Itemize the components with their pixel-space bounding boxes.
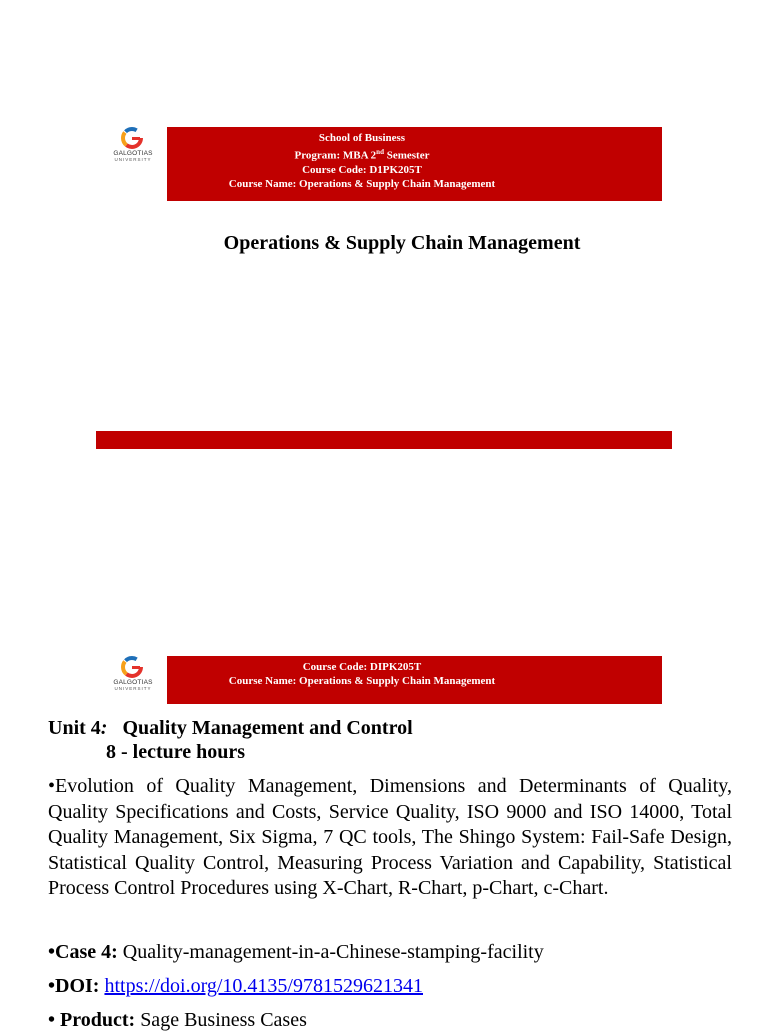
course-banner: [167, 656, 662, 704]
case-value: Quality-management-in-a-Chinese-stamping-facility: [122, 941, 544, 963]
logo-brand-text: GALGOTIAS: [113, 150, 153, 157]
university-logo: [108, 656, 158, 696]
product-line: [48, 1008, 307, 1032]
unit-title: Quality Management and Control: [122, 717, 413, 739]
doi-link[interactable]: https://doi.org/10.4135/9781529621341: [104, 975, 423, 997]
logo-ring-icon: [121, 127, 143, 149]
unit-hours: 8 - lecture hours: [106, 741, 246, 763]
red-divider: [96, 431, 672, 449]
course-code: Course Code: D1PK205T: [302, 163, 422, 176]
product-label: • Product:: [48, 1009, 136, 1031]
logo-brand-text: GALGOTIAS: [113, 679, 153, 686]
school-name: School of Business: [318, 132, 406, 144]
product-value: Sage Business Cases: [140, 1009, 307, 1031]
course-banner: [167, 127, 662, 201]
topics-paragraph: •Evolution of Quality Management, Dimensions and Determinants of Quality, Quality Specifications and Costs, Service Quality, ISO 9000 and ISO 14000, Total Quality Management, Six Sigma, 7 QC tools, The Shingo System: Fail-Safe Design, Statistical Quality Control, Measuring Process Variation and Capability, Statistical Process Control Procedures using X-Chart, R-Chart, p-Chart, c-Chart.: [48, 775, 732, 899]
doi-line: [48, 974, 423, 998]
logo-ring-icon: [121, 656, 143, 678]
logo-sub-text: UNIVERSITY: [114, 157, 152, 162]
case-label: •Case 4:: [48, 941, 118, 963]
case-line: [48, 940, 544, 964]
course-name: Course Name: Operations & Supply Chain Management: [228, 675, 496, 687]
course-code: Course Code: DIPK205T: [302, 661, 422, 673]
university-logo: [108, 127, 158, 167]
page-title: Operations & Supply Chain Management: [223, 232, 581, 254]
unit-label: Unit 4: [48, 717, 101, 739]
program-line: Program: MBA 2nd Semester: [294, 148, 430, 162]
course-name: Course Name: Operations & Supply Chain Management: [228, 177, 496, 190]
logo-sub-text: UNIVERSITY: [114, 686, 152, 691]
unit-heading: Unit 4: Quality Management and Control 8 - lecture hours: [48, 717, 413, 763]
doi-label: •DOI:: [48, 975, 100, 997]
